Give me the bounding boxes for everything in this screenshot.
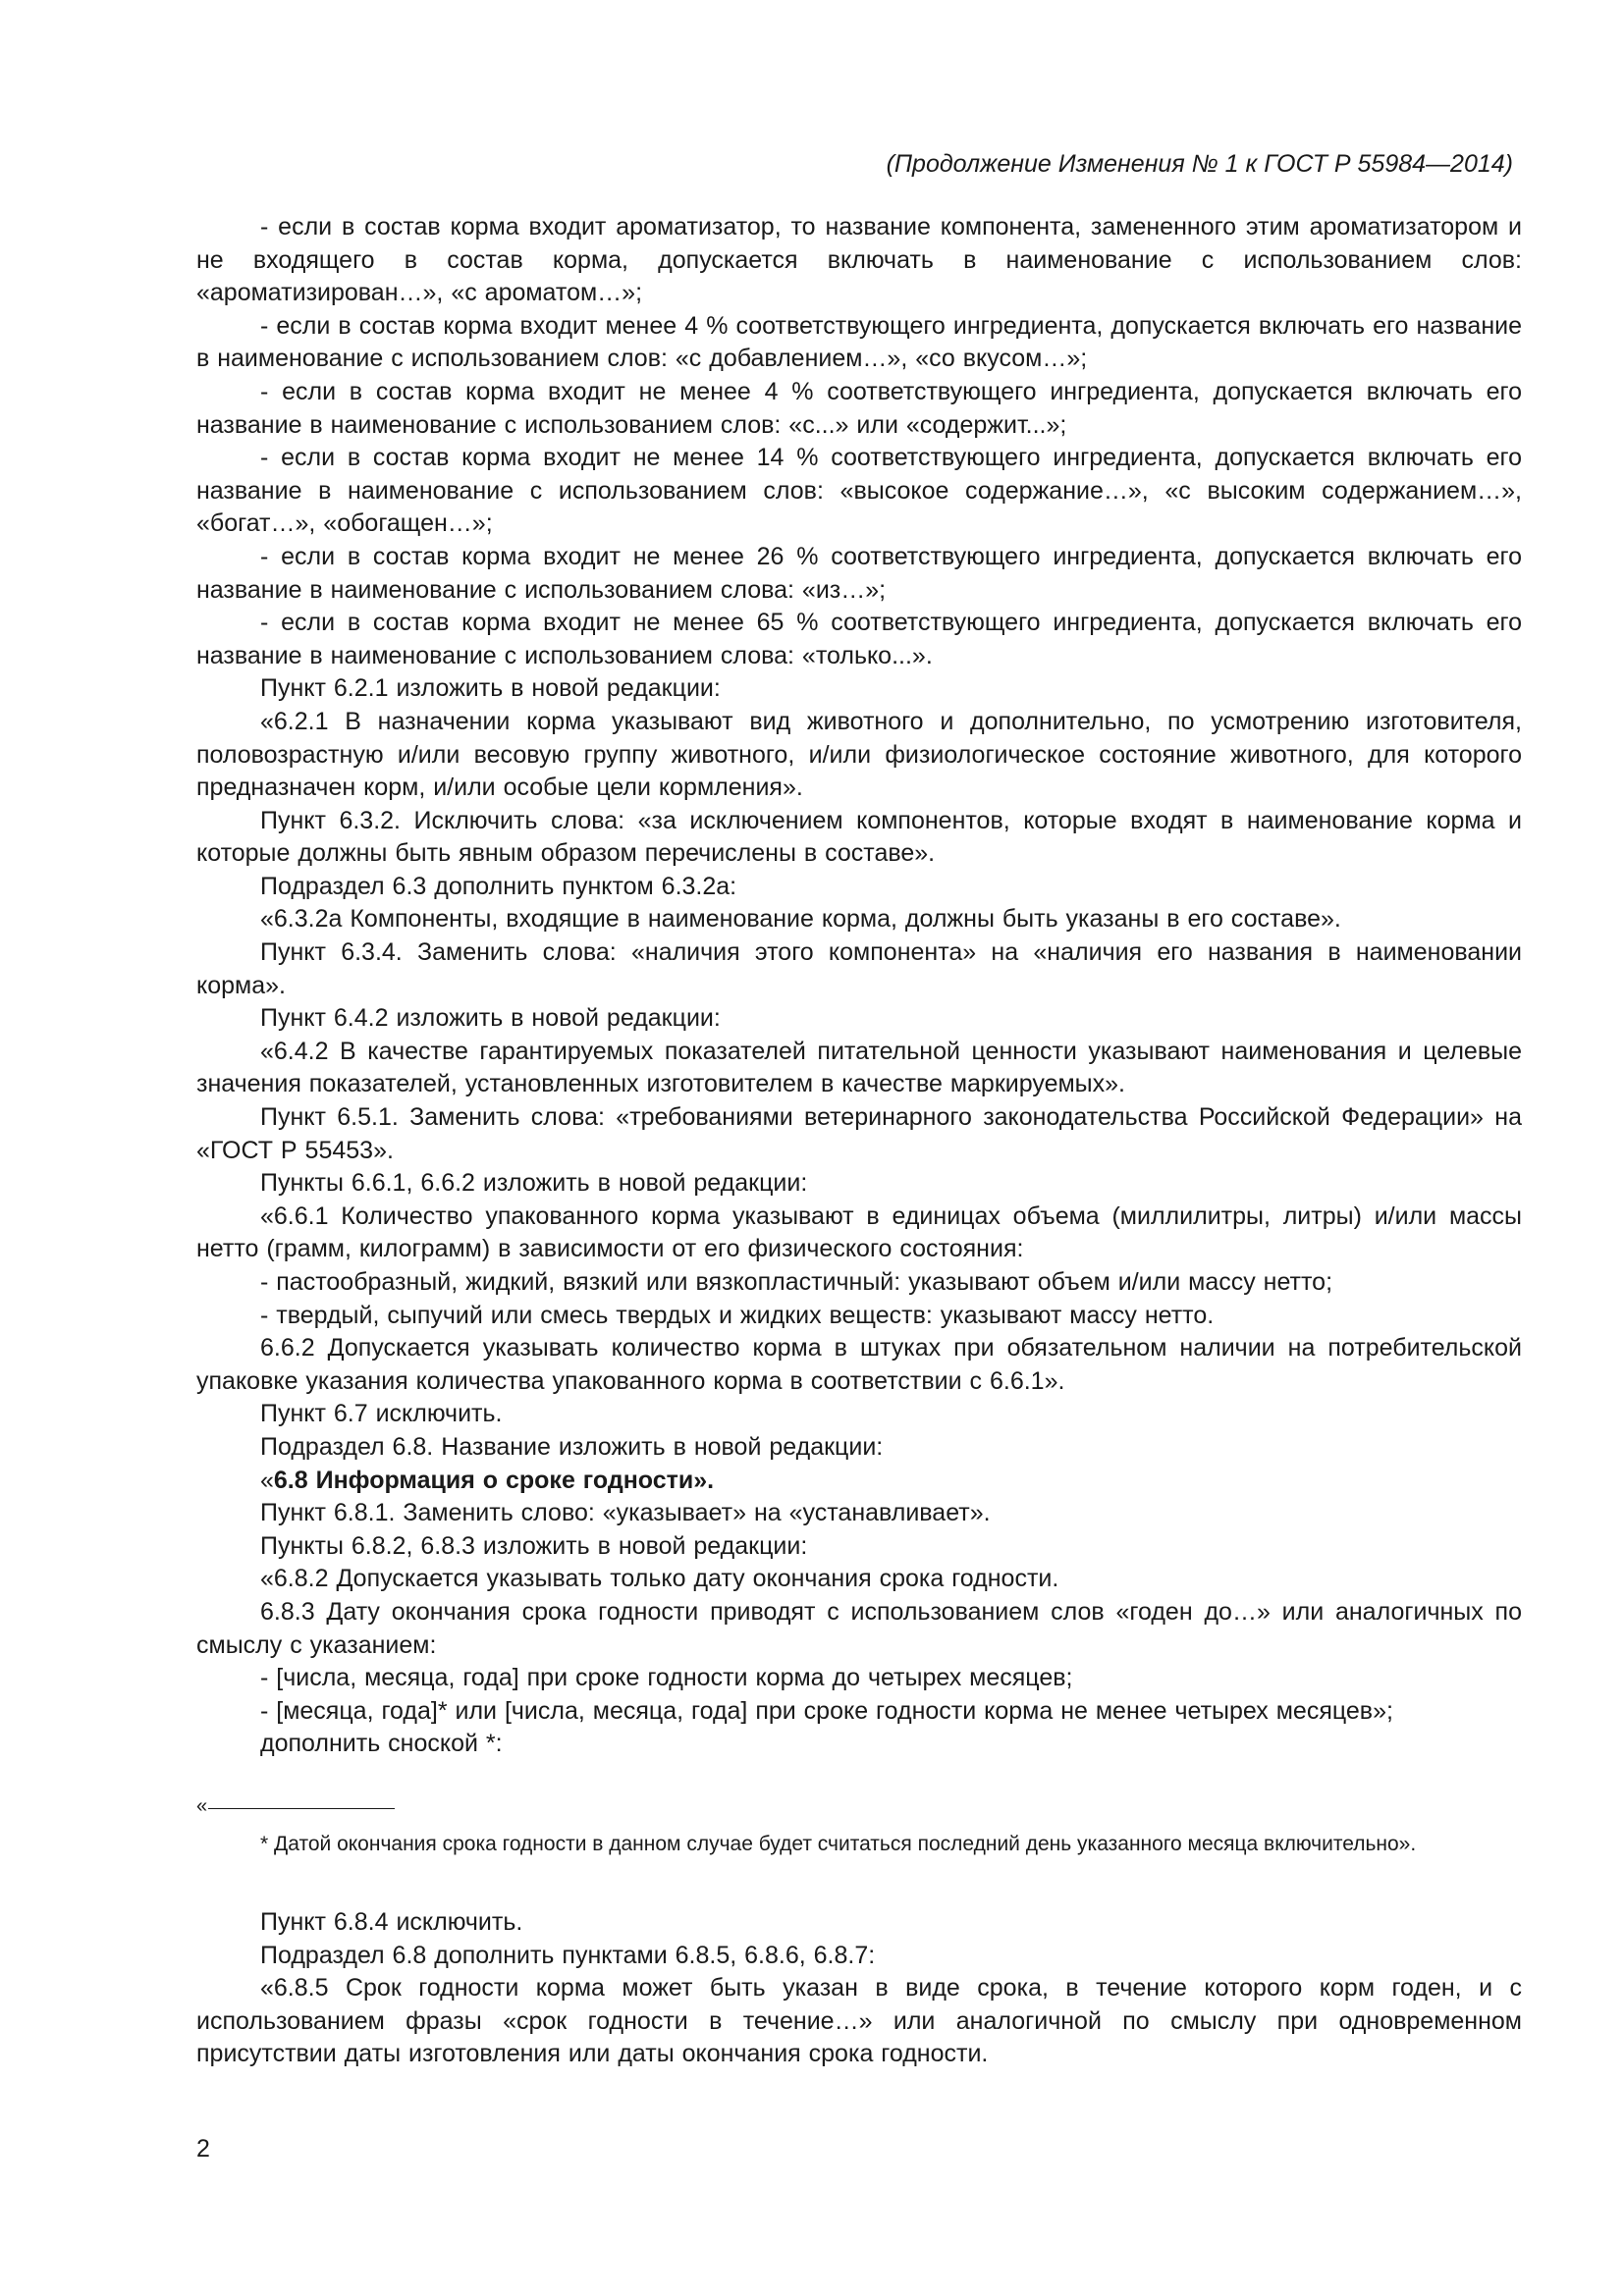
paragraph: - пастообразный, жидкий, вязкий или вязкопластичный: указывают объем и/или массу нетто; [260, 1268, 1333, 1296]
paragraph: Пункт 6.7 исключить. [260, 1400, 503, 1428]
page-number: 2 [196, 2135, 210, 2163]
footnote-quote-mark: « [196, 1795, 208, 1817]
section-heading: 6.8 Информация о сроке годности». [273, 1466, 715, 1494]
paragraph: «6.8.5 Срок годности корма может быть указан в виде срока, в течение которого корм годен, и с использованием фразы «срок годности в течение…» или аналогичной по смыслу при одновременном присутствии даты изготовления или даты окончания срока годности. [196, 1974, 1522, 2068]
paragraph: Пункт 6.2.1 изложить в новой редакции: [260, 674, 721, 703]
paragraph: Пункты 6.8.2, 6.8.3 изложить в новой редакции: [260, 1531, 808, 1560]
paragraph: - если в состав корма входит менее 4 % соответствующего ингредиента, допускается включать его название в наименование с использованием слов: «с добавлением…», «со вкусом…»; [196, 311, 1522, 373]
lower-text [196, 1906, 1522, 2071]
paragraph: Пункт 6.3.4. Заменить слова: «наличия этого компонента» на «наличия его названия в наименовании корма». [196, 938, 1522, 999]
paragraph: 6.8.3 Дату окончания срока годности приводят с использованием слов «годен до…» или аналогичных по смыслу с указанием: [196, 1597, 1522, 1659]
paragraph: Подраздел 6.8. Название изложить в новой редакции: [260, 1432, 884, 1461]
footnote [196, 1796, 1522, 1859]
paragraph: «6.3.2а Компоненты, входящие в наименование корма, должны быть указаны в его составе». [260, 905, 1341, 934]
paragraph: - [месяца, года]* или [числа, месяца, года] при сроке годности корма не менее четырех месяцев»; [260, 1696, 1393, 1725]
paragraph: Пункт 6.3.2. Исключить слова: «за исключением компонентов, которые входят в наименование корма и которые должны быть явным образом перечислены в составе». [196, 806, 1522, 868]
paragraph: - если в состав корма входит ароматизатор, то название компонента, замененного этим ароматизатором и не входящего в состав корма, допускается включать в наименование с использованием слов: «ароматизирован…», «с ароматом…»; [196, 213, 1522, 307]
paragraph: - [числа, месяца, года] при сроке годности корма до четырех месяцев; [260, 1664, 1073, 1692]
paragraph: Пункт 6.8.1. Заменить слово: «указывает» на «устанавливает». [260, 1499, 991, 1527]
paragraph: «6.2.1 В назначении корма указывают вид животного и дополнительно, по усмотрению изготовителя, половозрастную и/или весовую группу животного, и/или физиологическое состояние животного, для которого предназначен корм, и/или особые цели кормления». [196, 707, 1522, 802]
paragraph: «6.4.2 В качестве гарантируемых показателей питательной ценности указывают наименования и целевые значения показателей, установленных изготовителем в качестве маркируемых». [196, 1037, 1522, 1098]
paragraph: Пункт 6.8.4 исключить. [260, 1908, 523, 1936]
page-header: (Продолжение Изменения № 1 к ГОСТ Р 55984—2014) [886, 150, 1513, 178]
paragraph: Подраздел 6.3 дополнить пунктом 6.3.2а: [260, 872, 737, 900]
paragraph: дополнить сноской *: [260, 1730, 503, 1758]
paragraph: - если в состав корма входит не менее 26 % соответствующего ингредиента, допускается включать его название в наименование с использованием слова: «из…»; [196, 542, 1522, 604]
section-heading-line [196, 1465, 1522, 1498]
paragraph: «6.6.1 Количество упакованного корма указывают в единицах объема (миллилитры, литры) и/или массы нетто (грамм, килограмм) в зависимости от его физического состояния: [196, 1201, 1522, 1263]
paragraph: - если в состав корма входит не менее 4 % соответствующего ингредиента, допускается включать его название в наименование с использованием слов: «с...» или «содержит...»; [196, 377, 1522, 439]
footnote-separator [196, 1796, 1522, 1820]
paragraph: «6.8.2 Допускается указывать только дату окончания срока годности. [260, 1565, 1059, 1593]
paragraph: - твердый, сыпучий или смесь твердых и жидких веществ: указывают массу нетто. [260, 1301, 1215, 1329]
paragraph: Пункт 6.5.1. Заменить слова: «требованиями ветеринарного законодательства Российской Федерации» на «ГОСТ Р 55453». [196, 1103, 1522, 1164]
paragraph: Подраздел 6.8 дополнить пунктами 6.8.5, 6.8.6, 6.8.7: [260, 1941, 876, 1969]
paragraph: 6.6.2 Допускается указывать количество корма в штуках при обязательном наличии на потребительской упаковке указания количества упакованного корма в соответствии с 6.6.1». [196, 1334, 1522, 1395]
footnote-text: * Датой окончания срока годности в данном случае будет считаться последний день указанного месяца включительно». [260, 1833, 1417, 1855]
paragraph: Пункт 6.4.2 изложить в новой редакции: [260, 1004, 721, 1033]
paragraph: - если в состав корма входит не менее 65 % соответствующего ингредиента, допускается включать его название в наименование с использованием слова: «только...». [196, 609, 1522, 669]
main-text [196, 211, 1522, 1761]
heading-quote-open: « [260, 1466, 274, 1494]
footnote-rule [208, 1808, 395, 1809]
paragraph: - если в состав корма входит не менее 14 % соответствующего ингредиента, допускается включать его название в наименование с использованием слов: «высокое содержание…», «с высоким содержанием…», «богат…», «обогащен…»; [196, 444, 1522, 538]
paragraph: Пункты 6.6.1, 6.6.2 изложить в новой редакции: [260, 1169, 808, 1198]
